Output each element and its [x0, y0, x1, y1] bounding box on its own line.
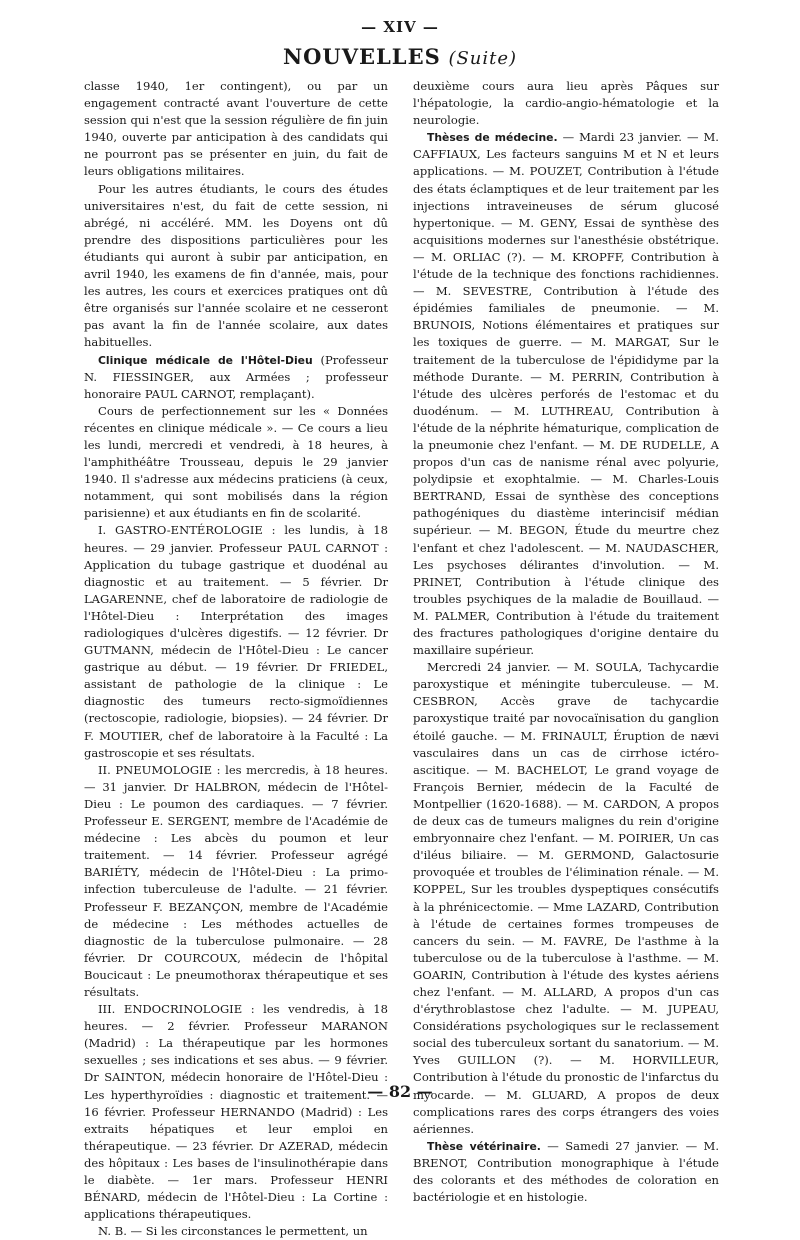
- paragraph: Thèses de médecine. — Mardi 23 janvier. — M. CAFFIAUX, Les facteurs sanguins M et N et leurs applications. — M. POUZET, Contribution à l'étude des états éclamptiques et de leur traitement par les injections intraveineuses de sérum glucosé hypertonique. — M. GENY, Essai de synthèse des acquisitions modernes sur l'anesthésie obstétrique. — M. ORLIAC (?). — M. KROPFF, Contribution à l'étude de la technique des fonctions rachidiennes. — M. SEVESTRE, Contribution à l'étude des épidémies familiales de pneumonie. — M. BRUNOIS, Notions élémentaires et pratiques sur les toxiques de guerre. — M. MARGAT, Sur le traitement de la tuberculose de l'épididyme par la méthode Durante. — M. PERRIN, Contribution à l'étude des ulcères perforés de l'estomac et du duodénum. — M. LUTHREAU, Contribution à l'étude de la néphrite hématurique, complication de la pneumonie chez l'enfant. — M. DE RUDELLE, A propos d'un cas de nanisme rénal avec polyurie, polydipsie et exophtalmie. — M. Charles-Louis BERTRAND, Essai de synthèse des conceptions pathogéniques du diastème interincisif médian supérieur. — M. BEGON, Étude du meurtre chez l'enfant et chez l'adolescent. — M. NAUDASCHER, Les psychoses délirantes d'involution. — M. PRINET, Contribution à l'étude clinique des troubles psychiques de la maladie de Bouillaud. — M. PALMER, Contribution à l'étude du traitement des fractures pathologiques d'origine dentaire du maxillaire supérieur.: [413, 130, 719, 658]
- title-main: NOUVELLES: [282, 44, 441, 69]
- paragraph: I. GASTRO-ENTÉROLOGIE : les lundis, à 18 heures. — 29 janvier. Professeur PAUL CARNOT : Application du tubage gastrique et duodénal au diagnostic et au traitement. — 5 février. Dr LAGARENNE, chef de laboratoire de radiologie de l'Hôtel-Dieu : Interprétation des images radiologiques d'ulcères digestifs. — 12 février. Dr GUTMANN, médecin de l'Hôtel-Dieu : Le cancer gastrique au début. — 19 février. Dr FRIEDEL, assistant de pathologie de la clinique : Le diagnostic des tumeurs recto-sigmoïdiennes (rectoscopie, radiologie, biopsies). — 24 février. Dr F. MOUTIER, chef de laboratoire à la Faculté : La gastroscopie et ses résultats.: [84, 523, 388, 760]
- paragraph: Mercredi 24 janvier. — M. SOULA, Tachycardie paroxystique et méningite tuberculeuse. — M. CESBRON, Accès grave de tachycardie paroxystique traité par novocaïnisation du ganglion étoilé gauche. — M. FRINAULT, Éruption de nævi vasculaires dans un cas de cirrhose ictéro-ascitique. — M. BACHELOT, Le grand voyage de François Bernier, médecin de la Faculté de Montpellier (1620-1688). — M. CARDON, A propos de deux cas de tumeurs malignes du rein d'origine embryonnaire chez l'enfant. — M. POIRIER, Un cas d'iléus biliaire. — M. GERMOND, Galactosurie provoquée et troubles de l'élimination rénale. — M. KOPPEL, Sur les troubles dyspeptiques consécutifs à la phrénicectomie. — Mme LAZARD, Contribution à l'étude de certaines formes trompeuses de cancers du sein. — M. FAVRE, De l'asthme à la tuberculose ou de la tuberculose à l'asthme. — M. GOARIN, Contribution à l'étude des kystes aériens chez l'enfant. — M. ALLARD, A propos d'un cas d'érythroblastose chez l'adulte. — M. JUPEAU, Considérations psychologiques sur le reclassement social des tuberculeux sortant du sanatorium. — M. Yves GUILLON (?). — M. HORVILLEUR, Contribution à l'étude du pronostic de l'infarctus du myocarde. — M. GLUARD, A propos de deux complications rares des corps étrangers des voies aériennes.: [413, 660, 719, 1136]
- left-column: [84, 78, 388, 1239]
- right-column: [413, 78, 719, 1205]
- paragraph: Clinique médicale de l'Hôtel-Dieu (Professeur N. FIESSINGER, aux Armées ; professeur honoraire PAUL CARNOT, remplaçant).: [84, 352, 388, 401]
- paragraph: Pour les autres étudiants, le cours des études universitaires n'est, du fait de cette session, ni abrégé, ni accéléré. MM. les Doyens ont dû prendre des dispositions particulières pour les étudiants qui auront à subir par anticipation, en avril 1940, les examens de fin d'année, mais, pour les autres, les cours et exercices pratiques ont dû être organisés sur l'année scolaire et ne cesseront pas avant la fin de l'année scolaire, aux dates habituelles.: [84, 181, 388, 350]
- roman-page-number: — XIV —: [361, 18, 439, 36]
- page-title: [0, 44, 800, 69]
- paragraph: deuxième cours aura lieu après Pâques sur l'hépatologie, la cardio-angio-hématologie et la neurologie.: [413, 79, 719, 128]
- page-number: — 82 —: [367, 1082, 433, 1101]
- paragraph: II. PNEUMOLOGIE : les mercredis, à 18 heures. — 31 janvier. Dr HALBRON, médecin de l'Hôtel-Dieu : Le poumon des cardiaques. — 7 février. Professeur E. SERGENT, membre de l'Académie de médecine : Les abcès du poumon et leur traitement. — 14 février. Professeur agrégé BARIÉTY, médecin de l'Hôtel-Dieu : La primo-infection tuberculeuse de l'adulte. — 21 février. Professeur F. BEZANÇON, membre de l'Académie de médecine : Les méthodes actuelles de diagnostic de la tuberculose pulmonaire. — 28 février. Dr COURCOUX, médecin de l'hôpital Boucicaut : Le pneumothorax thérapeutique et ses résultats.: [84, 762, 388, 999]
- paragraph: classe 1940, 1er contingent), ou par un engagement contracté avant l'ouverture de cette session qui n'est que la session régulière de fin juin 1940, ouverte par anticipation à des candidats qui ne pourront pas se présenter en juin, du fait de leurs obligations militaires.: [84, 79, 388, 179]
- paragraph: Thèse vétérinaire. — Samedi 27 janvier. — M. BRENOT, Contribution monographique à l'étude des colorants et des méthodes de coloration en bactériologie et en histologie.: [413, 1138, 719, 1205]
- title-suffix: (Suite): [448, 48, 518, 69]
- paragraph: III. ENDOCRINOLOGIE : les vendredis, à 18 heures. — 2 février. Professeur MARANON (Madrid) : La thérapeutique par les hormones sexuelles ; ses indications et ses abus. — 9 février. Dr SAINTON, médecin honoraire de l'Hôtel-Dieu : Les hyperthyroïdies : diagnostic et traitement. — 16 février. Professeur HERNANDO (Madrid) : Les extraits hépatiques et leur emploi en thérapeutique. — 23 février. Dr AZERAD, médecin des hôpitaux : Les bases de l'insulinothérapie dans le diabète. — 1er mars. Professeur HENRI BÉNARD, médecin de l'Hôtel-Dieu : La Cortine : applications thérapeutiques.: [84, 1002, 388, 1222]
- paragraph: Cours de perfectionnement sur les « Données récentes en clinique médicale ». — Ce cours a lieu les lundi, mercredi et vendredi, à 18 heures, à l'amphithéâtre Trousseau, depuis le 29 janvier 1940. Il s'adresse aux médecins praticiens (à ceux, notamment, qui sont mobilisés dans la région parisienne) et aux étudiants en fin de scolarité.: [84, 403, 388, 521]
- paragraph: N. B. — Si les circonstances le permettent, un: [98, 1224, 368, 1239]
